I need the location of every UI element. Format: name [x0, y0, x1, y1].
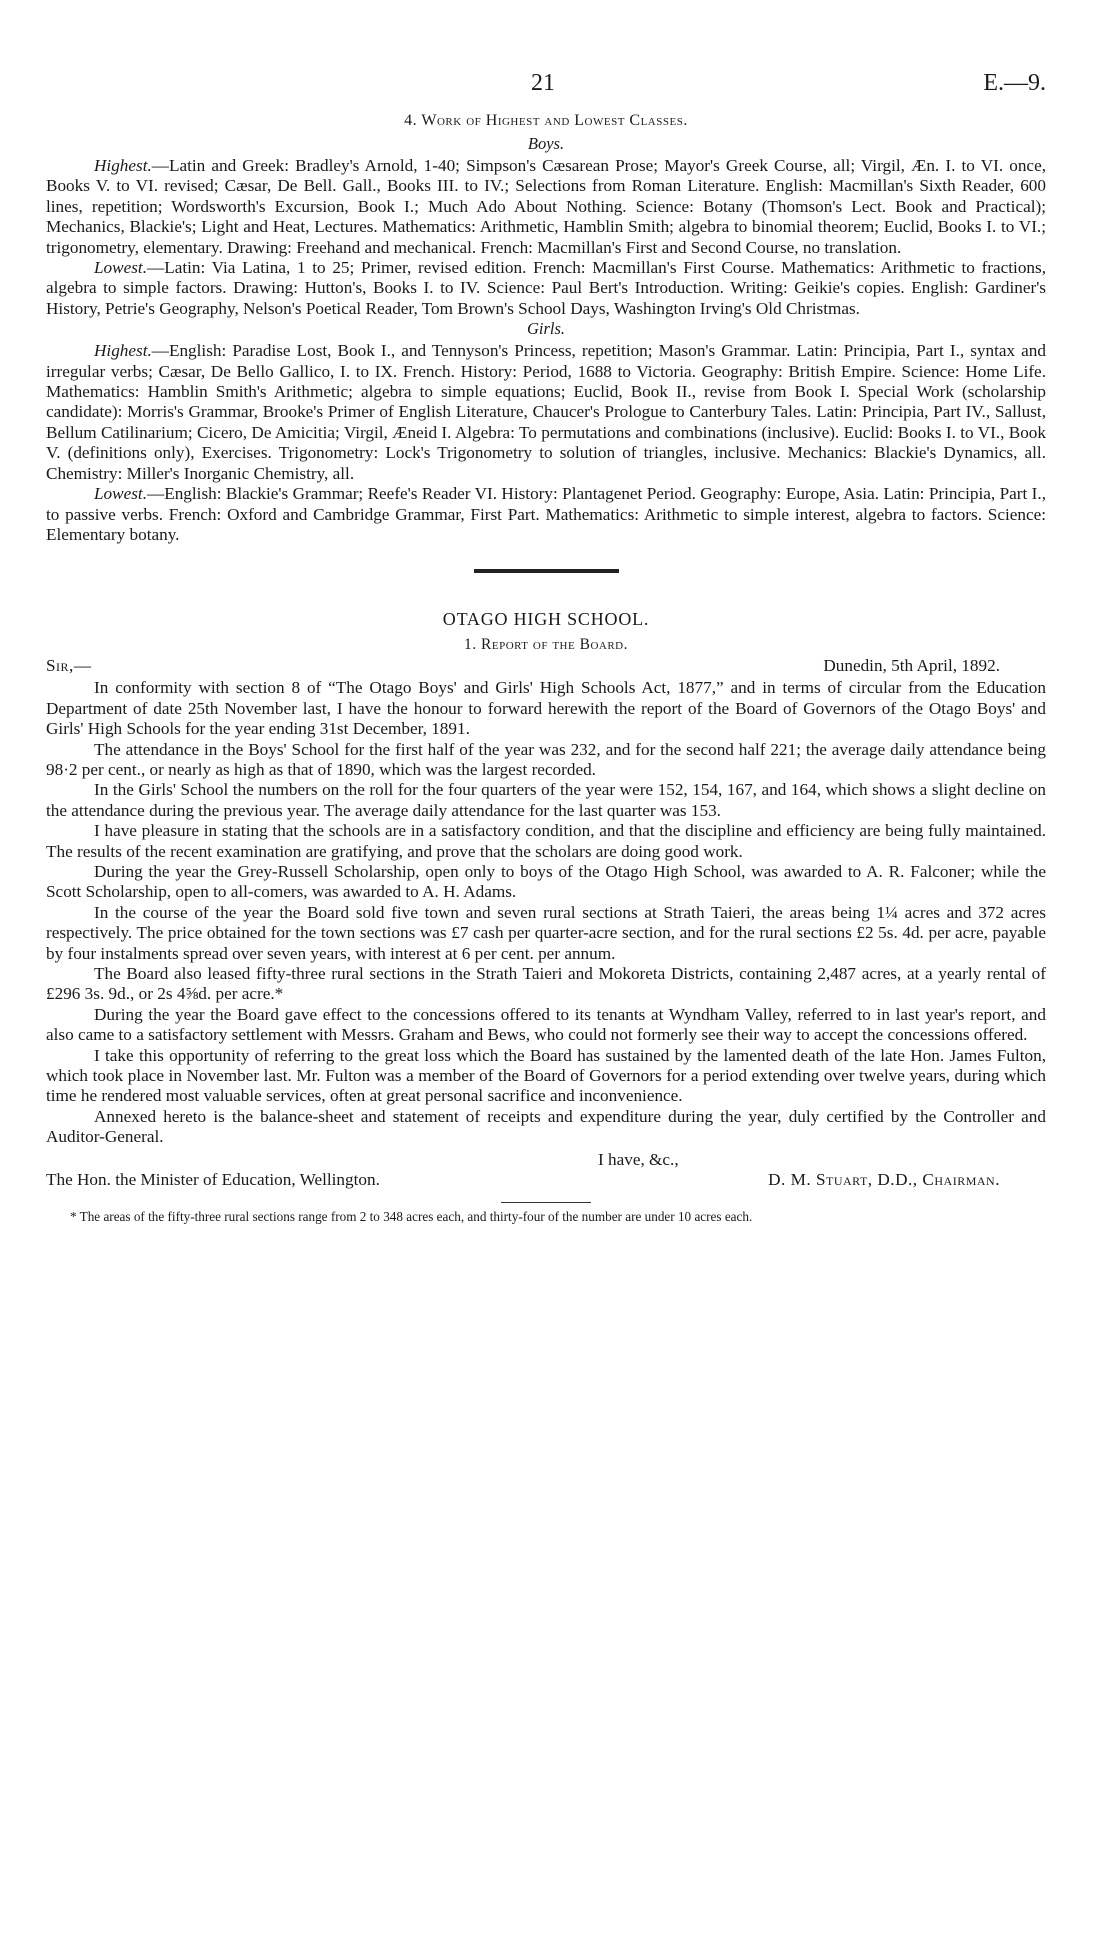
salutation-line: [46, 656, 1046, 678]
boys-heading: Boys.: [527, 134, 565, 153]
addressee: The Hon. the Minister of Education, Wellington.: [46, 1169, 380, 1189]
document-page: [46, 70, 1046, 1225]
closing: I have, &c.,: [598, 1149, 679, 1169]
page-header: [46, 70, 1046, 110]
report-paragraph: In the course of the year the Board sold five town and seven rural sections at Strath Taieri, the areas being 1¼ acres and 372 acres respectively. The price obtained for the town sections was £7 cash per quarter-acre section, and for the rural sections £2 5s. 4d. per acre, payable by four instalments spread over seven years, with interest at 6 per cent. per annum.: [46, 902, 1046, 963]
boys-highest-lead: Highest.: [94, 156, 152, 175]
girls-highest-lead: Highest.: [94, 341, 152, 361]
section-title: 4. Work of Highest and Lowest Classes.: [404, 112, 688, 129]
place-date: Dunedin, 5th April, 1892.: [823, 656, 1000, 676]
boys-highest-paragraph: [46, 156, 1046, 258]
school-title: OTAGO HIGH SCHOOL.: [442, 609, 650, 630]
report-paragraph: I take this opportunity of referring to the great loss which the Board has sustained by the lamented death of the late Hon. James Fulton, which took place in November last. Mr. Fulton was a member of the Board of Governors for a period extending over twelve years, during which time he rendered most valuable services, often at great personal sacrifice and inconvenience.: [46, 1045, 1046, 1106]
section-divider: [474, 569, 619, 573]
girls-lowest-paragraph: [46, 484, 1046, 545]
report-paragraph: The attendance in the Boys' School for the first half of the year was 232, and for the second half 221; the average daily attendance being 98·2 per cent., or nearly as high as that of 1890, which was the largest recorded.: [46, 739, 1046, 779]
report-paragraph: During the year the Grey-Russell Scholarship, open only to boys of the Otago High School, was awarded to A. R. Falconer; while the Scott Scholarship, open to all-comers, was awarded to A. H. Adams.: [46, 861, 1046, 902]
boys-lowest-paragraph: [46, 258, 1046, 319]
signature: D. M. Stuart, D.D., Chairman.: [768, 1169, 1000, 1189]
girls-highest-text: —English: Paradise Lost, Book I., and Tennyson's Princess, repetition; Mason's Grammar. Latin: Principia, Part I., syntax and irregular verbs; Cæsar, De Bello Gallico, I. to IX. French. History: Period, 1688 to Victoria. Geography: British Empire. Science: Home Life. Mathematics: Hamblin Smith's Arithmetic; algebra to simple equations; Euclid, Book II., revise from Book I. Special Work (scholarship candidate): Morris's Grammar, Brooke's Primer of English Literature, Chaucer's Prologue to Canterbury Tales. Latin: Principia, Part IV., Sallust, Bellum Catilinarium; Cicero, De Amicitia; Virgil, Æneid I. Algebra: To permutations and combinations (inclusive). Euclid: Books I. to VI., Book V. (definitions only), Exercises. Trigonometry: Lock's Trigonometry to solution of triangles, inclusive. Mechanics: Blackie's Dynamics, all. Chemistry: Miller's Inorganic Chemistry, all.: [46, 341, 1046, 483]
report-paragraph: During the year the Board gave effect to the concessions offered to its tenants at Wyndham Valley, referred to in last year's report, and also came to a satisfactory settlement with Messrs. Graham and Bews, who could not formerly see their way to accept the concessions offered.: [46, 1004, 1046, 1045]
footnote: * The areas of the fifty-three rural sections range from 2 to 348 acres each, and thirty-four of the number are under 10 acres each.: [70, 1208, 753, 1224]
boys-lowest-lead: Lowest.: [94, 258, 148, 278]
report-title: 1. Report of the Board.: [464, 636, 628, 654]
report-paragraph: The Board also leased fifty-three rural sections in the Strath Taieri and Mokoreta Districts, containing 2,487 acres, at a yearly rental of £296 3s. 9d., or 2s 4⅝d. per acre.*: [46, 964, 1046, 1004]
girls-highest-paragraph: [46, 341, 1046, 484]
report-paragraph: I have pleasure in stating that the schools are in a satisfactory condition, and that the discipline and efficiency are being fully maintained. The results of the recent examination are gratifying, and prove that the scholars are doing good work.: [46, 821, 1046, 861]
signature-line: [46, 1170, 1046, 1192]
report-paragraph: In conformity with section 8 of “The Otago Boys' and Girls' High Schools Act, 1877,” and in terms of circular from the Education Department of date 25th November last, I have the honour to forward herewith the report of the Board of Governors of the Otago Boys' and Girls' High Schools for the year ending 31st December, 1891.: [46, 678, 1046, 739]
report-body: [46, 678, 1046, 1147]
boys-lowest-text: —Latin: Via Latina, 1 to 25; Primer, revised edition. French: Macmillan's First Course. Mathematics: Arithmetic to fractions, algebra to simple factors. Drawing: Hutton's, Books I. to IV. Science: Paul Bert's Introduction. Writing: Geikie's copies. English: Gardiner's History, Petrie's Geography, Nelson's Poetical Reader, Tom Brown's School Days, Washington Irving's Old Christmas.: [46, 258, 1046, 318]
girls-heading: Girls.: [526, 319, 566, 339]
girls-lowest-lead: Lowest.: [94, 484, 148, 504]
footnote-divider: [501, 1202, 591, 1203]
salutation: Sir,—: [46, 656, 92, 676]
page-number: 21: [531, 70, 555, 96]
girls-lowest-text: —English: Blackie's Grammar; Reefe's Reader VI. History: Plantagenet Period. Geography: Europe, Asia. Latin: Principia, Part I., to passive verbs. French: Oxford and Cambridge Grammar, First Part. Mathematics: Arithmetic to simple interest, algebra to factors. Science: Elementary botany.: [46, 484, 1046, 544]
report-paragraph: Annexed hereto is the balance-sheet and statement of receipts and expenditure during the year, duly certified by the Controller and Auditor-General.: [46, 1106, 1046, 1147]
report-paragraph: In the Girls' School the numbers on the roll for the four quarters of the year were 152, 154, 167, and 164, which shows a slight decline on the attendance during the previous year. The average daily attendance for the last quarter was 153.: [46, 780, 1046, 820]
boys-highest-text: —Latin and Greek: Bradley's Arnold, 1-40; Simpson's Cæsarean Prose; Mayor's Greek Course, all; Virgil, Æn. I. to VI. once, Books V. to VI. revised; Cæsar, De Bell. Gall., Books III. to IV.; Selections from Roman Literature. English: Macmillan's Sixth Reader, 600 lines, repetition; Wordsworth's Excursion, Book I.; Much Ado About Nothing. Science: Botany (Thomson's Lect. Book and Practical); Mechanics, Blackie's; Light and Heat, Lectures. Mathematics: Arithmetic, Hamblin Smith; algebra to binomial theorem; Euclid, Books I. to VI.; trigonometry, elementary. Drawing: Freehand and mechanical. French: Macmillan's First and Second Course, no translation.: [46, 156, 1046, 257]
document-code: E.—9.: [983, 70, 1046, 96]
